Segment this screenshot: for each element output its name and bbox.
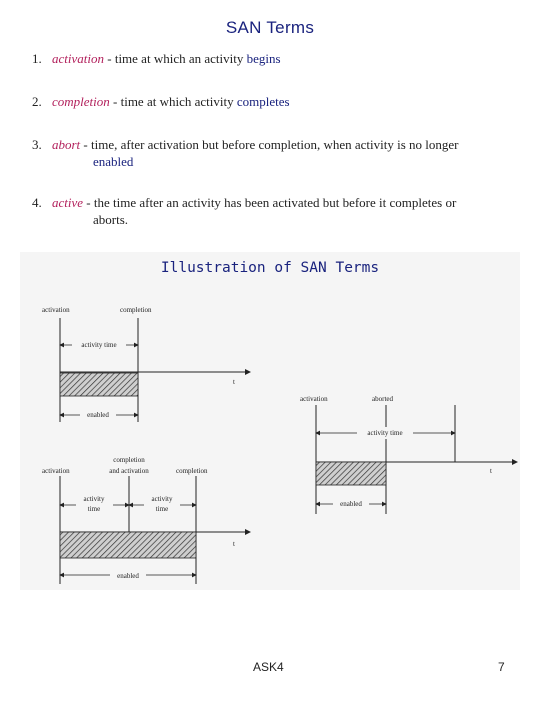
definition-text: - the time after an activity has been activated but before it completes or xyxy=(83,195,457,210)
label-time: time xyxy=(155,505,169,513)
item-number: 2. xyxy=(32,94,42,109)
label-activation: activation xyxy=(300,395,328,403)
item-number: 1. xyxy=(32,51,42,66)
term: activation xyxy=(52,51,104,66)
label-activity: activity xyxy=(83,495,105,503)
label-enabled: enabled xyxy=(87,411,109,419)
definition-activation xyxy=(32,50,522,67)
diagram-activation-completion xyxy=(60,318,250,422)
label-completion: completion xyxy=(113,456,145,464)
footer-label: ASK4 xyxy=(253,660,284,674)
illustration-title: Illustration of SAN Terms xyxy=(160,260,380,276)
definition-text: - time at which an activity xyxy=(104,51,247,66)
label-activation: activation xyxy=(42,306,70,314)
item-number: 3. xyxy=(32,137,42,152)
page-title: SAN Terms xyxy=(225,18,315,37)
highlight-word: completes xyxy=(236,94,290,109)
term: abort xyxy=(52,137,81,152)
definition-text: - time at which activity xyxy=(109,94,237,109)
definition-active xyxy=(32,194,522,228)
san-diagrams xyxy=(20,252,520,590)
label-enabled: enabled xyxy=(340,500,362,508)
term: completion xyxy=(52,94,110,109)
label-t: t xyxy=(233,540,235,548)
continuation-text: enabled xyxy=(93,154,134,169)
label-enabled: enabled xyxy=(117,572,139,580)
item-number: 4. xyxy=(32,195,42,210)
label-t: t xyxy=(490,467,492,475)
continuation-text: aborts. xyxy=(93,212,129,227)
label-t: t xyxy=(233,378,235,386)
highlight-word: begins xyxy=(246,51,281,66)
definition-abort xyxy=(32,136,522,170)
label-completion: completion xyxy=(176,467,208,475)
illustration-panel xyxy=(20,252,520,590)
label-activity: activity xyxy=(151,495,173,503)
label-aborted: aborted xyxy=(372,395,393,403)
label-and-activation: and activation xyxy=(109,467,149,475)
label-activation: activation xyxy=(42,467,70,475)
definition-completion xyxy=(32,93,522,110)
label-completion: completion xyxy=(120,306,152,314)
term: active xyxy=(52,195,84,210)
definition-text: - time, after activation but before completion, when activity is no longer xyxy=(80,137,459,152)
label-time: time xyxy=(87,505,101,513)
page-number: 7 xyxy=(498,660,505,674)
label-activity-time: activity time xyxy=(367,429,403,437)
label-activity-time: activity time xyxy=(81,341,117,349)
